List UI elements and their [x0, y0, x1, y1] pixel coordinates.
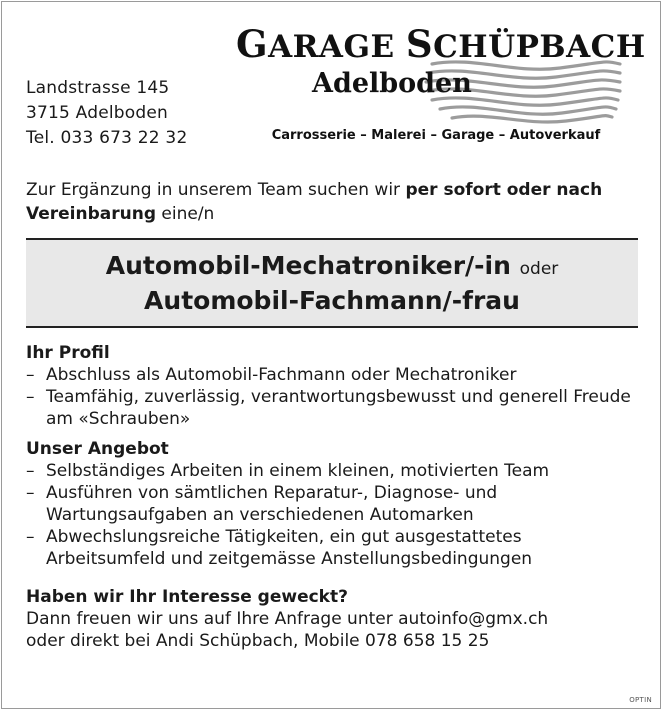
company-town: Adelboden — [312, 68, 472, 99]
list-item: – Selbständiges Arbeiten in einem kleinen, motivierten Team — [26, 461, 550, 481]
contact-line-2: oder direkt bei Andi Schüpbach, Mobile 078 658 15 25 — [26, 631, 490, 651]
contact-line-1: Dann freuen wir uns auf Ihre Anfrage unter autoinfo@gmx.ch — [26, 609, 549, 629]
company-services: Carrosserie – Malerei – Garage – Autoverkauf — [271, 128, 601, 143]
job-details — [26, 342, 646, 652]
address-block — [26, 76, 187, 151]
offer-list — [26, 460, 646, 570]
footer-code: OPTIN — [629, 696, 652, 704]
job-title-line-1: Automobil-Mechatroniker/-in oder — [105, 251, 559, 280]
list-item: – Teamfähig, zuverlässig, verantwortungsbewusst und generell Freude am «Schrauben» — [26, 387, 631, 429]
job-title-box — [26, 238, 638, 328]
offer-heading: Unser Angebot — [26, 439, 169, 459]
profile-heading: Ihr Profil — [26, 343, 110, 363]
list-item: – Ausführen von sämtlichen Reparatur-, Diagnose- und Wartungsaufgaben an verschiedenen Automarken — [26, 483, 498, 525]
address-city: 3715 Adelboden — [26, 103, 168, 123]
company-name: GARAGE SCHÜPBACH — [236, 22, 646, 66]
list-item: – Abschluss als Automobil-Fachmann oder Mechatroniker — [26, 365, 517, 385]
profile-list — [26, 364, 646, 430]
address-street: Landstrasse 145 — [26, 78, 170, 98]
list-item: – Abwechslungsreiche Tätigkeiten, ein gut ausgestattetes Arbeitsumfeld und zeitgemässe Anstellungsbedingungen — [26, 527, 533, 569]
job-title-line-2: Automobil-Fachmann/-frau — [144, 286, 520, 315]
intro-text: Zur Ergänzung in unserem Team suchen wir per sofort oder nach Vereinbarung eine/n — [26, 180, 603, 224]
address-phone: Tel. 033 673 22 32 — [26, 128, 188, 148]
contact-heading: Haben wir Ihr Interesse geweckt? — [26, 587, 348, 607]
